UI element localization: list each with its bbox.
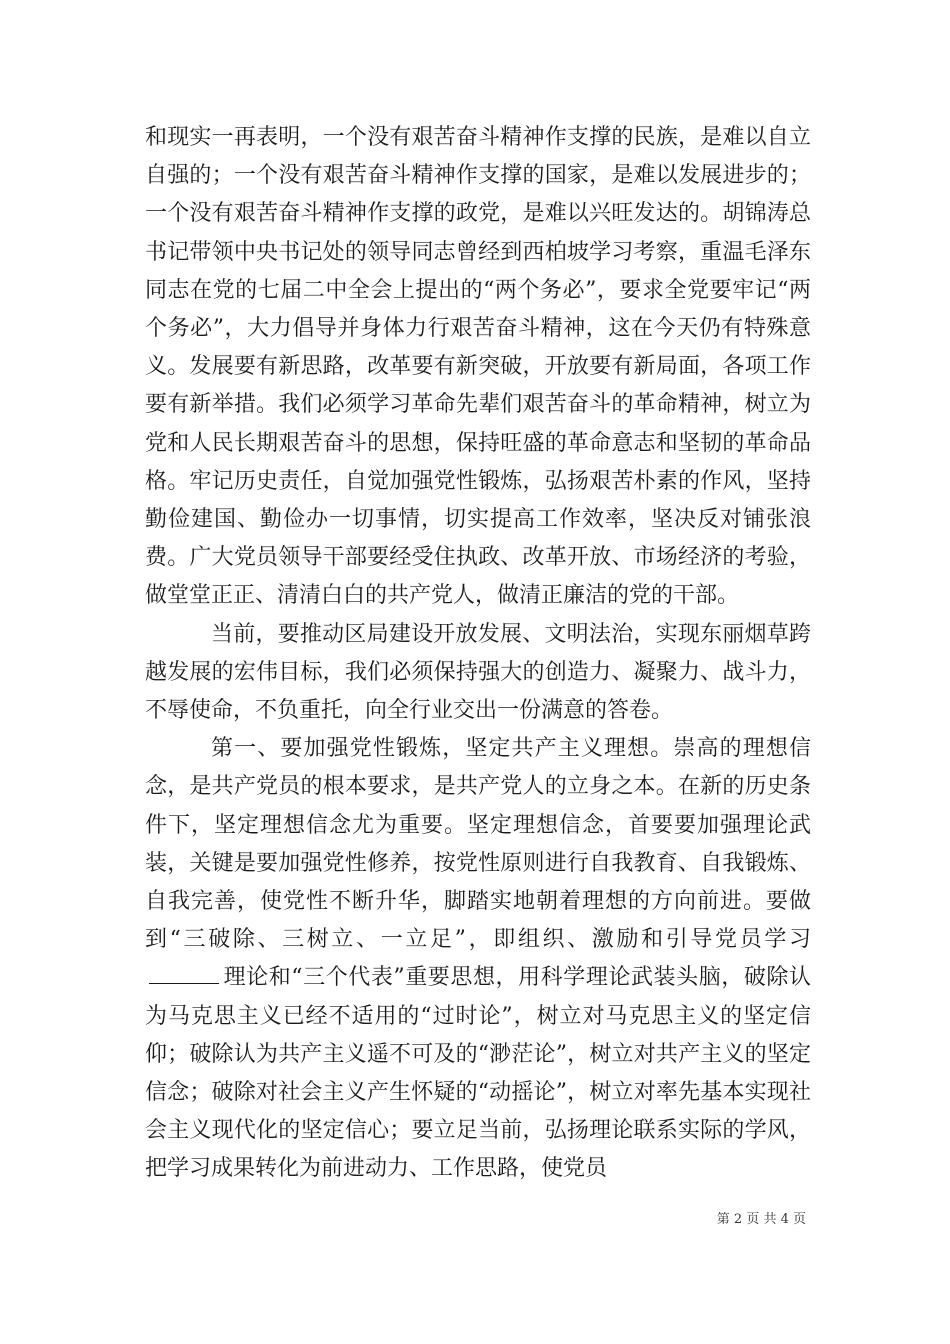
paragraph-3-part-2: 理论和“三个代表”重要思想，用科学理论武装头脑，破除认为马克思主义已经不适用的“过时论”，树立对马克思主义的坚定信仰；破除认为共产主义遥不可及的“渺茫论”，树立对共产主义的坚定信念；破除对社会主义产生怀疑的“动摇论”，树立对率先基本实现社会主义现代化的坚定信心；要立足当前，弘扬理论联系实际的学风，把学习成果转化为前进动力、工作思路，使党员	[145, 965, 811, 1182]
body-text	[145, 119, 811, 1189]
paragraph-2: 当前，要推动区局建设开放发展、文明法治，实现东丽烟草跨越发展的宏伟目标，我们必须保持强大的创造力、凝聚力、战斗力，不辱使命，不负重托，向全行业交出一份满意的答卷。	[145, 621, 811, 724]
paragraph-1: 和现实一再表明，一个没有艰苦奋斗精神作支撑的民族，是难以自立自强的；一个没有艰苦奋斗精神作支撑的国家，是难以发展进步的；一个没有艰苦奋斗精神作支撑的政党，是难以兴旺发达的。胡锦涛总书记带领中央书记处的领导同志曾经到西柏坡学习考察，重温毛泽东同志在党的七届二中全会上提出的“两个务必”，要求全党要牢记“两个务必”，大力倡导并身体力行艰苦奋斗精神，这在今天仍有特殊意义。发展要有新思路，改革要有新突破，开放要有新局面，各项工作要有新举措。我们必须学习革命先辈们艰苦奋斗的革命精神，树立为党和人民长期艰苦奋斗的思想，保持旺盛的革命意志和坚韧的革命品格。牢记历史责任，自觉加强党性锻炼，弘扬艰苦朴素的作风，坚持勤俭建国、勤俭办一切事情，切实提高工作效率，坚决反对铺张浪费。广大党员领导干部要经受住执政、改革开放、市场经济的考验，做堂堂正正、清清白白的共产党人，做清正廉洁的党的干部。	[145, 125, 811, 609]
paragraph-3-part-1: 第一、要加强党性锻炼，坚定共产主义理想。崇高的理想信念，是共产党员的根本要求，是共产党人的立身之本。在新的历史条件下，坚定理想信念尤为重要。坚定理想信念，首要要加强理论武装，关键是要加强党性修养，按党性原则进行自我教育、自我锻炼、自我完善，使党性不断升华，脚踏实地朝着理想的方向前进。要做到“三破除、三树立、一立足”，即组织、激励和引导党员学习	[145, 736, 811, 953]
paragraph-3	[145, 730, 811, 1188]
fill-in-blank	[149, 963, 219, 984]
page-footer: 第 2 页 共 4 页	[716, 1212, 806, 1227]
